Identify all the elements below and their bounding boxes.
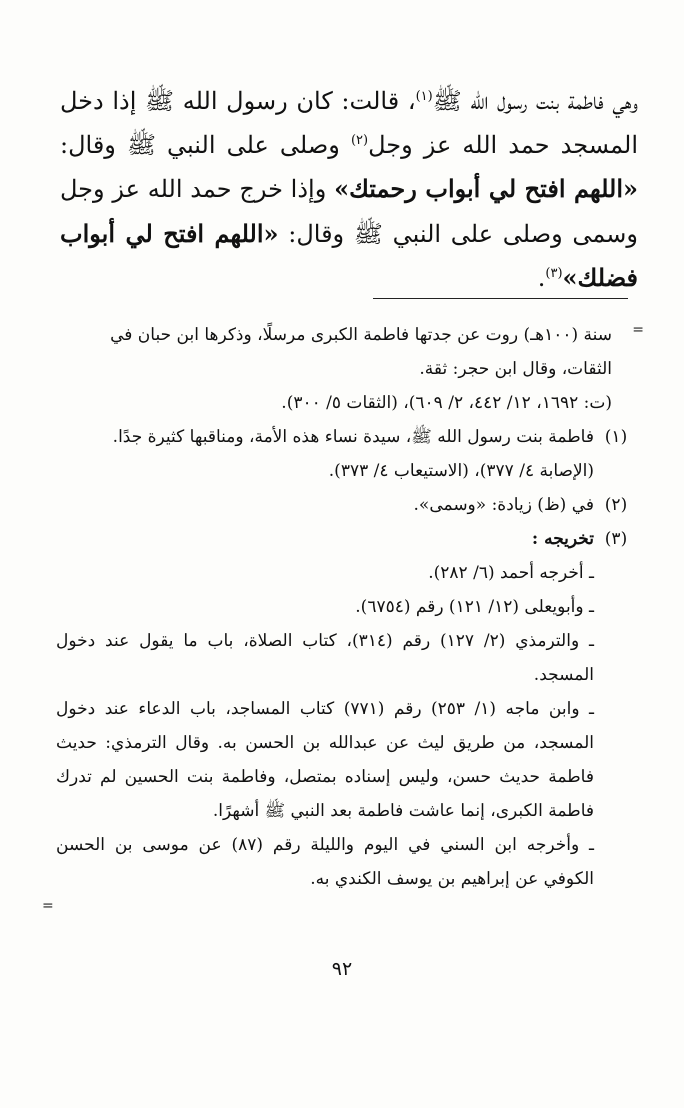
supplication-enter: «اللهم افتح لي أبواب رحمتك»: [334, 174, 638, 203]
main-text-run: .: [537, 264, 546, 292]
footnote-number-3: (٣): [604, 529, 628, 549]
main-paragraph: [60, 80, 638, 301]
footnote-2-line: في (ظ) زيادة: «وسمى».: [413, 495, 594, 515]
footnote-separator: [373, 298, 628, 299]
footnote-1-line: (الإصابة ٤/ ٣٧٧)، (الاستيعاب ٤/ ٣٧٣).: [328, 461, 594, 481]
footnote-number-1: (١): [604, 427, 628, 447]
footnote-continuation-line: الثقات، وقال ابن حجر: ثقة.: [419, 359, 612, 379]
main-text-run: وصلى على النبي ﷺ وقال:: [60, 130, 351, 159]
takhrij-item: ـ أخرجه أحمد (٦/ ٢٨٢).: [428, 563, 594, 583]
continuation-mark: =: [632, 322, 644, 338]
main-text-run: وهي فاطمة بنت رسول الله ﷺ: [432, 87, 638, 115]
end-continuation-mark: =: [42, 898, 54, 914]
takhrij-item: ـ والترمذي (٢/ ١٢٧) رقم (٣١٤)، كتاب الصلاة، باب ما يقول عند دخول المسجد.: [56, 631, 594, 685]
main-text-run: وإذا خرج حمد الله عز وجل وسمى وصلى على النبي ﷺ وقال:: [60, 175, 638, 248]
takhrij-item: ـ وأخرجه ابن السني في اليوم والليلة رقم (٨٧) عن موسى بن الحسن الكوفي عن إبراهيم بن يوسف الكندي به.: [56, 835, 594, 889]
footnote-1-line: فاطمة بنت رسول الله ﷺ، سيدة نساء هذه الأمة، ومناقبها كثيرة جدًا.: [112, 427, 594, 447]
footnote-ref-3: (٣): [545, 266, 563, 281]
footnote-continuation-line: (ت: ١٦٩٢، ١٢/ ٤٤٢، ٢/ ٦٠٩)، (الثقات ٥/ ٣٠٠).: [281, 393, 612, 413]
footnote-number-2: (٢): [604, 495, 628, 515]
footnote-ref-2: (٢): [350, 132, 369, 148]
page-number: ٩٢: [331, 958, 353, 980]
footnote-ref-1: (١): [415, 89, 433, 104]
footnote-continuation-line: سنة (١٠٠هـ) روت عن جدتها فاطمة الكبرى مرسلًا، وذكرها ابن حبان في: [110, 325, 612, 345]
takhrij-item: ـ وابن ماجه (١/ ٢٥٣) رقم (٧٧١) كتاب المساجد، باب الدعاء عند دخول المسجد، من طريق ليث عن عبدالله بن الحسن به. وقال الترمذي: حديث فاطمة حديث حسن، وليس إسناده بمتصل، وفاطمة بنت الحسين لم تدرك فاطمة الكبرى، إنما عاشت فاطمة بعد النبي ﷺ أشهرًا.: [56, 699, 594, 821]
takhrij-item: ـ وأبويعلى (١٢/ ١٢١) رقم (٦٧٥٤).: [355, 597, 594, 617]
supplication-exit: «اللهم افتح لي أبواب فضلك»: [60, 218, 638, 292]
footnote-3-heading: تخريجه :: [531, 529, 594, 549]
main-text-run: ، قالت: كان رسول الله ﷺ إذا دخل المسجد حمد الله عز وجل: [60, 87, 638, 159]
